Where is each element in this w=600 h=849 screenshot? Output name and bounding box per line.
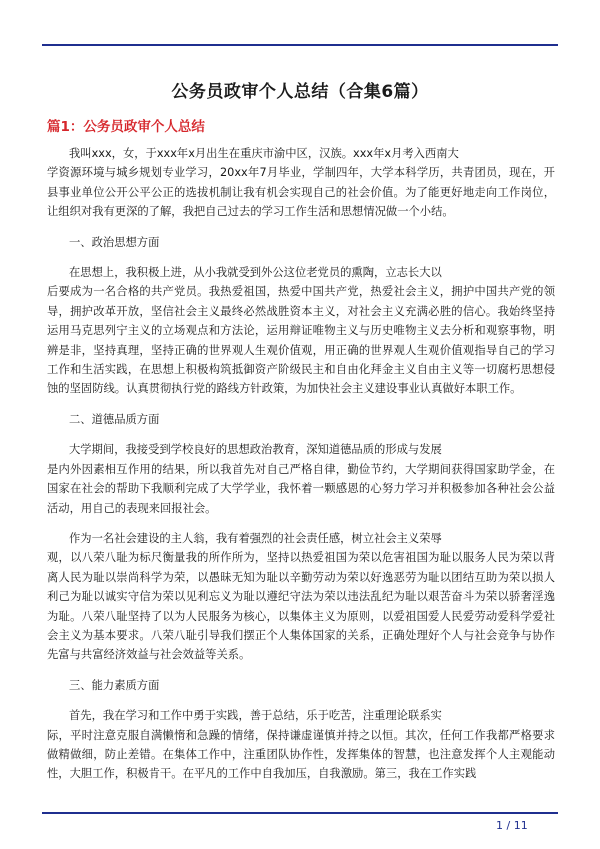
paragraph-3 xyxy=(47,440,555,518)
paragraph-2-line-1: 在思想上，我积极上进，从小我就受到外公这位老党员的熏陶，立志长大以 xyxy=(69,266,442,280)
paragraph-3-line-1: 大学期间，我接受到学校良好的思想政治教育，深知道德品质的形成与发展 xyxy=(69,443,442,457)
paragraph-5 xyxy=(47,706,555,784)
document-body xyxy=(47,144,555,795)
paragraph-2 xyxy=(47,263,555,399)
heading-politics: 一、政治思想方面 xyxy=(69,235,160,249)
heading-morality: 二、道德品质方面 xyxy=(69,412,160,426)
heading-ability: 三、能力素质方面 xyxy=(69,678,160,692)
paragraph-1-rest: 学资源环境与城乡规划专业学习，20xx年7月毕业，学制四年，大学本科学历，共青团员，现在，开县事业单位公开公平公正的选拔机制让我有机会实现自己的社会价值。为了能更好地走向工作岗位，让组织对我有更深的了解，我把自己过去的学习工作生活和思想情况做一个小结。 xyxy=(47,166,555,219)
section-title: 篇1：公务员政审个人总结 xyxy=(47,119,205,135)
paragraph-4-rest: 观，以八荣八耻为标尺衡量我的所作所为，坚持以热爱祖国为荣以危害祖国为耻以服务人民为荣以背离人民为耻以崇尚科学为荣，以愚昧无知为耻以辛勤劳动为荣以好逸恶劳为耻以团结互助为荣以损人利己为耻以诚实守信为荣以见利忘义为耻以遵纪守法为荣以违法乱纪为耻以艰苦奋斗为荣以骄奢淫逸为耻。八荣八耻坚持了以为人民服务为核心，以集体主义为原则，以爱祖国爱人民爱劳动爱科学爱社会主义为基本要求。八荣八耻引导我们摆正个人集体国家的关系，正确处理好个人与社会竞争与协作先富与共富经济效益与社会效益等关系。 xyxy=(47,551,555,662)
paragraph-5-line-1: 首先，我在学习和工作中勇于实践，善于总结，乐于吃苦，注重理论联系实 xyxy=(69,709,442,723)
header-rule xyxy=(42,44,558,46)
paragraph-3-rest: 是内外因素相互作用的结果，所以我首先对自己严格自律，勤俭节约，大学期间获得国家助学金，在国家在社会的帮助下我顺利完成了大学学业，我怀着一颗感恩的心努力学习并积极参加各种社会公益活动，用自己的表现来回报社会。 xyxy=(47,462,555,515)
paragraph-4 xyxy=(47,529,555,665)
page-number: 1 / 11 xyxy=(496,819,528,832)
paragraph-2-rest: 后要成为一名合格的共产党员。我热爱祖国，热爱中国共产党，热爱社会主义，拥护中国共产党的领导，拥护改革开放，坚信社会主义最终必然战胜资本主义，对社会主义充满必胜的信心。我始终坚持运用马克思列宁主义的立场观点和方法论，运用辩证唯物主义与历史唯物主义去分析和观察事物，明辨是非，坚持真理，坚持正确的世界观人生观价值观，用正确的世界观人生观价值观指导自己的学习工作和生活实践，在思想上积极构筑抵御资产阶级民主和自由化拜金主义自由主义等一切腐朽思想侵蚀的坚固防线。认真贯彻执行党的路线方针政策，为加快社会主义建设事业认真做好本职工作。 xyxy=(47,285,555,396)
paragraph-1 xyxy=(47,144,555,222)
paragraph-4-line-1: 作为一名社会建设的主人翁，我有着强烈的社会责任感，树立社会主义荣辱 xyxy=(69,531,442,545)
footer-rule xyxy=(42,812,558,814)
paragraph-5-rest: 际，平时注意克服自满懒惰和急躁的情绪，保持谦虚谨慎并持之以恒。其次，任何工作我都严格要求做精做细，防止差错。在集体工作中，注重团队协作性，发挥集体的智慧，也注意发挥个人主观能动性，大胆工作，积极肯干。在平凡的工作中自我加压，自我激励。第三，我在工作实践 xyxy=(47,728,555,781)
document-title: 公务员政审个人总结（合集6篇） xyxy=(171,82,429,102)
paragraph-1-line-1: 我叫xxx，女，于xxx年x月出生在重庆市渝中区，汉族。xxx年x月考入西南大 xyxy=(69,147,459,160)
